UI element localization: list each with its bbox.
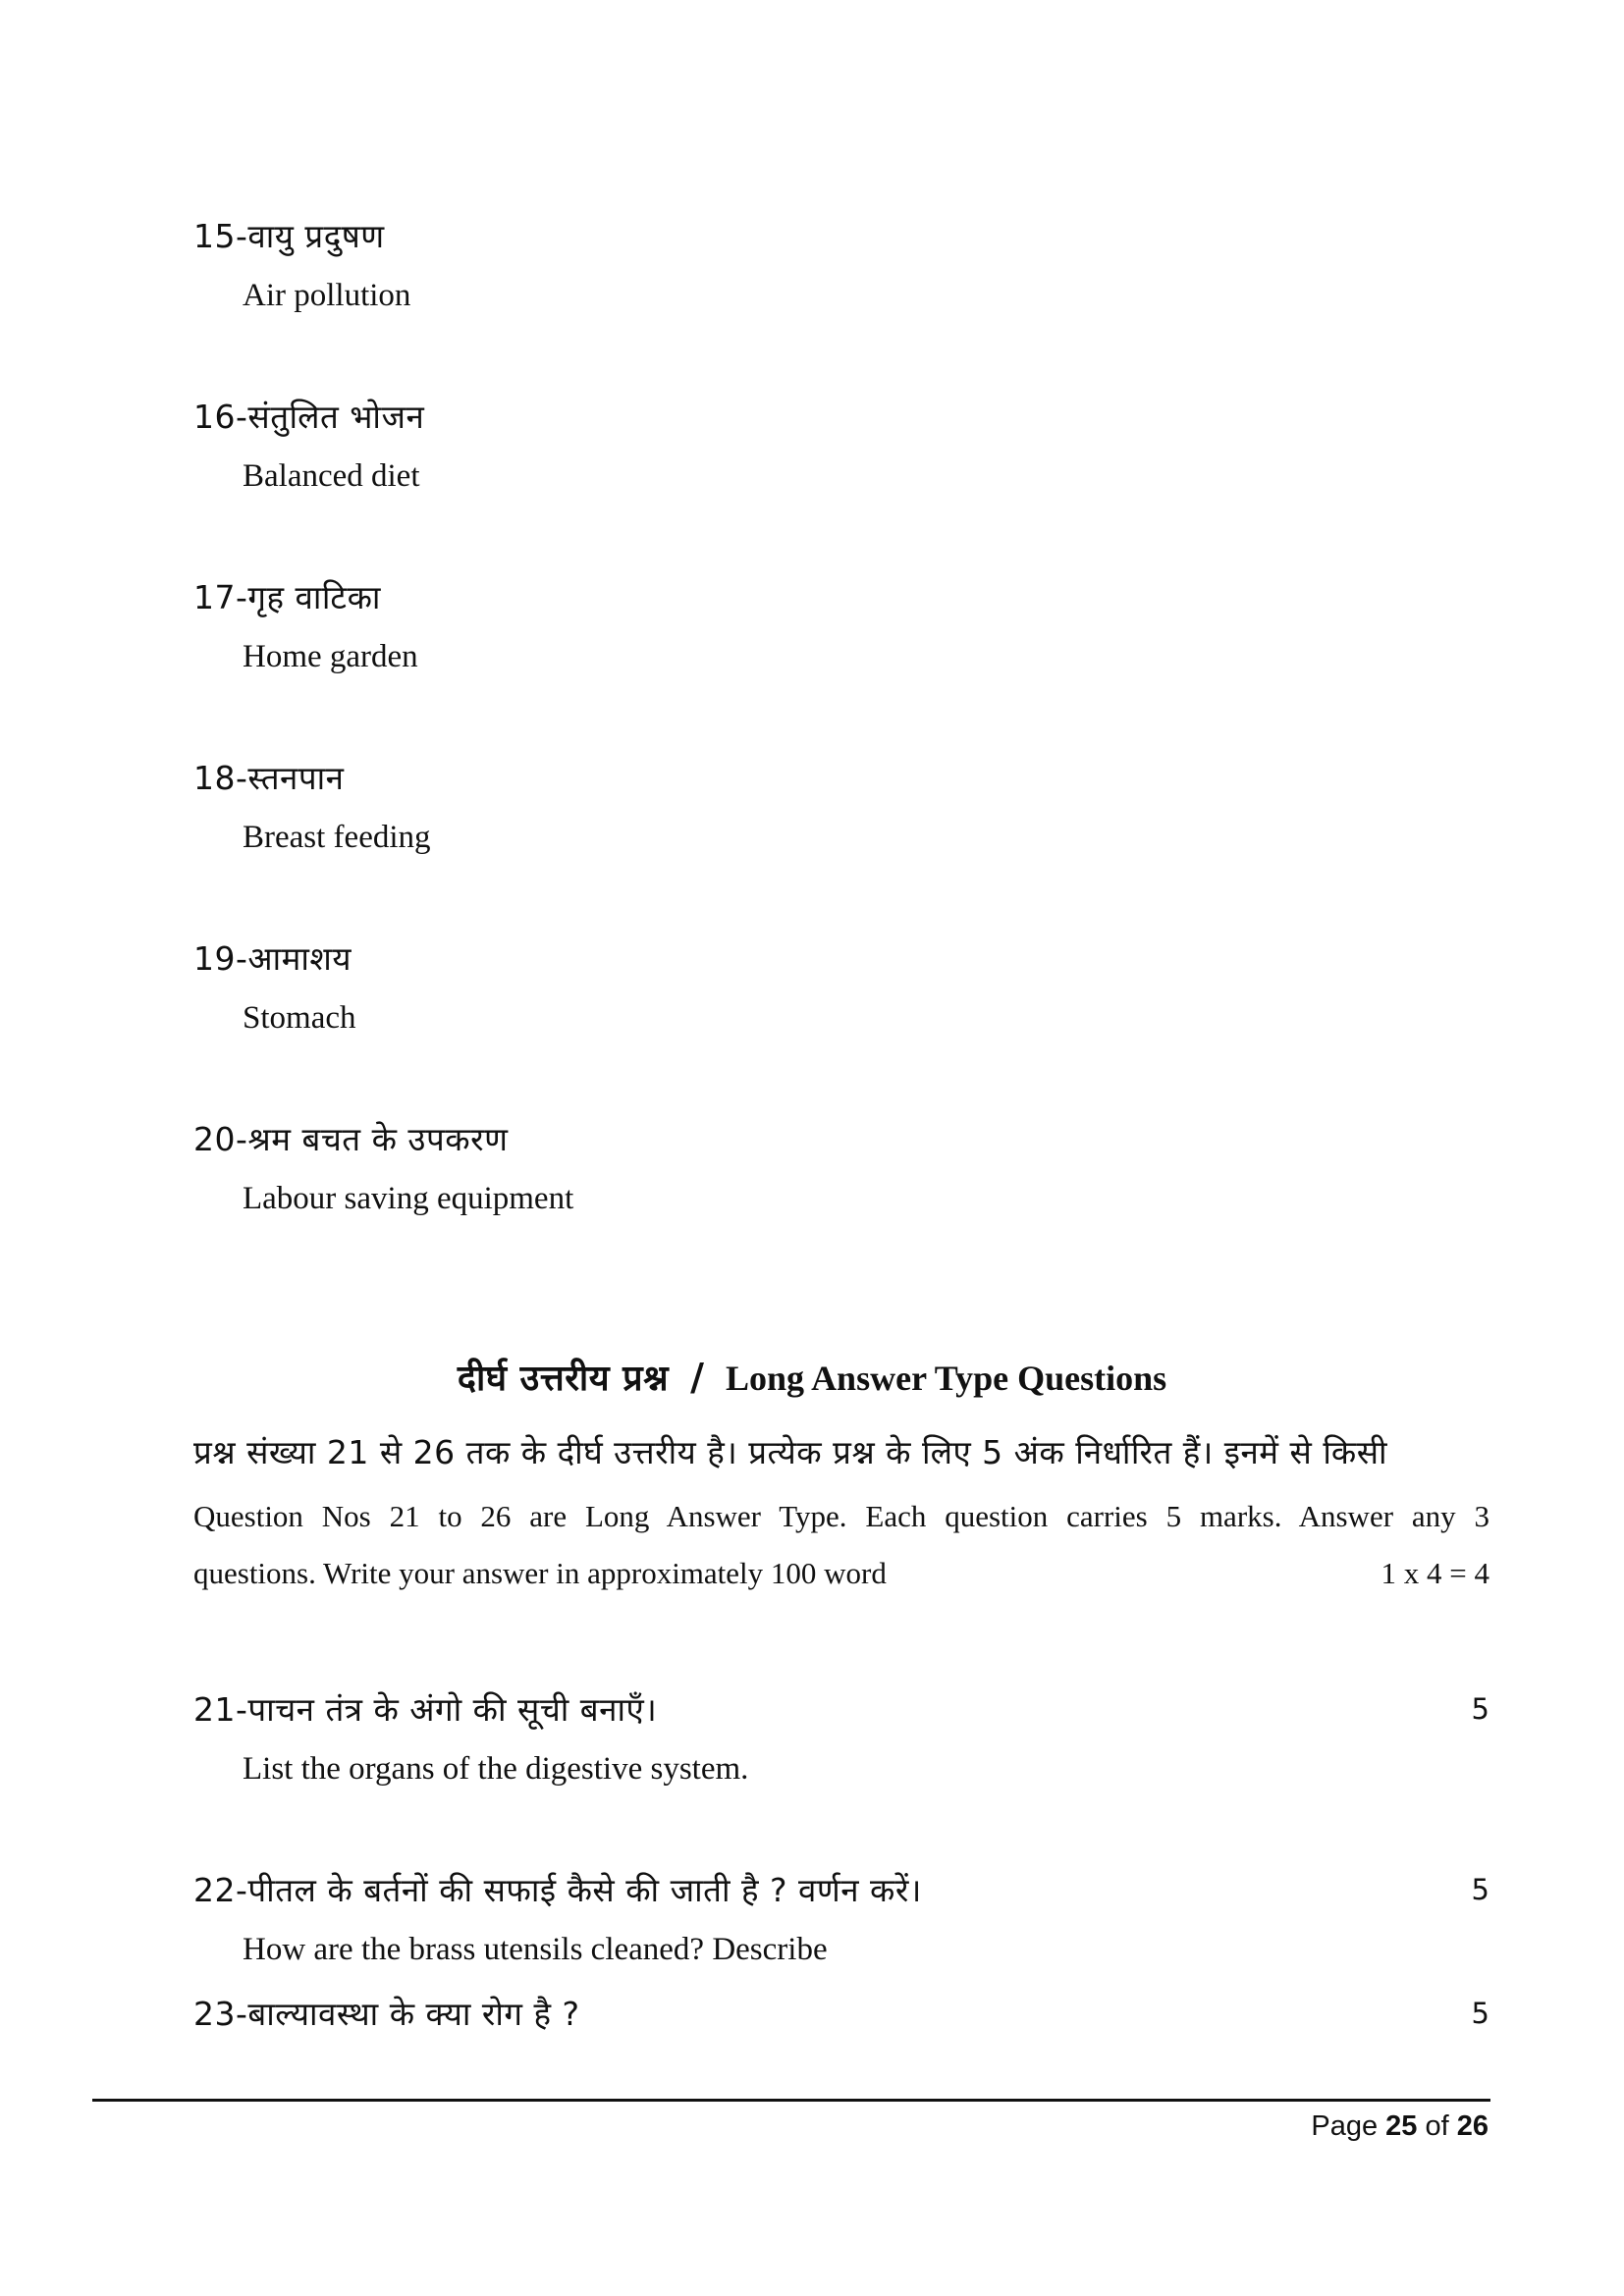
question-23-hindi: 23-बाल्यावस्था के क्या रोग है ? bbox=[193, 1995, 580, 2033]
question-17-english: Home garden bbox=[243, 639, 418, 674]
question-16-english: Balanced diet bbox=[243, 458, 420, 494]
question-18-hindi: 18-स्तनपान bbox=[193, 759, 345, 797]
marking-scheme: 1 x 4 = 4 bbox=[1380, 1556, 1489, 1590]
instruction-english-line-2-row bbox=[193, 1556, 1489, 1591]
question-16-hindi: 16-संतुलित भोजन bbox=[193, 398, 425, 436]
section-heading bbox=[0, 1353, 1624, 1401]
question-20-hindi: 20-श्रम बचत के उपकरण bbox=[193, 1120, 509, 1158]
question-22-english: How are the brass utensils cleaned? Describe bbox=[243, 1932, 828, 1967]
question-15-hindi: 15-वायु प्रदुषण bbox=[193, 217, 385, 255]
total-pages: 26 bbox=[1456, 2110, 1489, 2142]
instruction-english-line-2: questions. Write your answer in approximately 100 word bbox=[193, 1556, 887, 1590]
question-19-hindi: 19-आमाशय bbox=[193, 939, 352, 978]
question-18-english: Breast feeding bbox=[243, 820, 431, 855]
question-15-english: Air pollution bbox=[243, 278, 411, 313]
question-20-english: Labour saving equipment bbox=[243, 1181, 574, 1216]
current-page: 25 bbox=[1385, 2110, 1418, 2142]
footer-divider bbox=[92, 2099, 1490, 2102]
page-word: Page bbox=[1311, 2110, 1379, 2142]
question-19-english: Stomach bbox=[243, 1000, 356, 1036]
section-title-hindi: दीर्घ उत्तरीय प्रश्न bbox=[457, 1359, 670, 1399]
question-22-marks: 5 bbox=[1471, 1873, 1489, 1906]
question-21-hindi: 21-पाचन तंत्र के अंगो की सूची बनाएँ। bbox=[193, 1690, 658, 1729]
section-title-separator: / bbox=[690, 1356, 705, 1399]
question-21-marks: 5 bbox=[1471, 1692, 1489, 1726]
instruction-english-line-1: Question Nos 21 to 26 are Long Answer Type. Each question carries 5 marks. Answer any 3 bbox=[193, 1499, 1489, 1533]
instruction-hindi: प्रश्न संख्या 21 से 26 तक के दीर्घ उत्तरीय है। प्रत्येक प्रश्न के लिए 5 अंक निर्धारित हैं। इनमें से किसी bbox=[193, 1433, 1388, 1471]
question-22-hindi: 22-पीतल के बर्तनों की सफाई कैसे की जाती है ? वर्णन करें। bbox=[193, 1871, 922, 1909]
section-title-english: Long Answer Type Questions bbox=[726, 1359, 1167, 1398]
page-number bbox=[1311, 2110, 1489, 2143]
question-17-hindi: 17-गृह वाटिका bbox=[193, 578, 381, 616]
of-word: of bbox=[1425, 2110, 1449, 2142]
question-21-english: List the organs of the digestive system. bbox=[243, 1751, 749, 1787]
question-23-marks: 5 bbox=[1471, 1997, 1489, 2030]
